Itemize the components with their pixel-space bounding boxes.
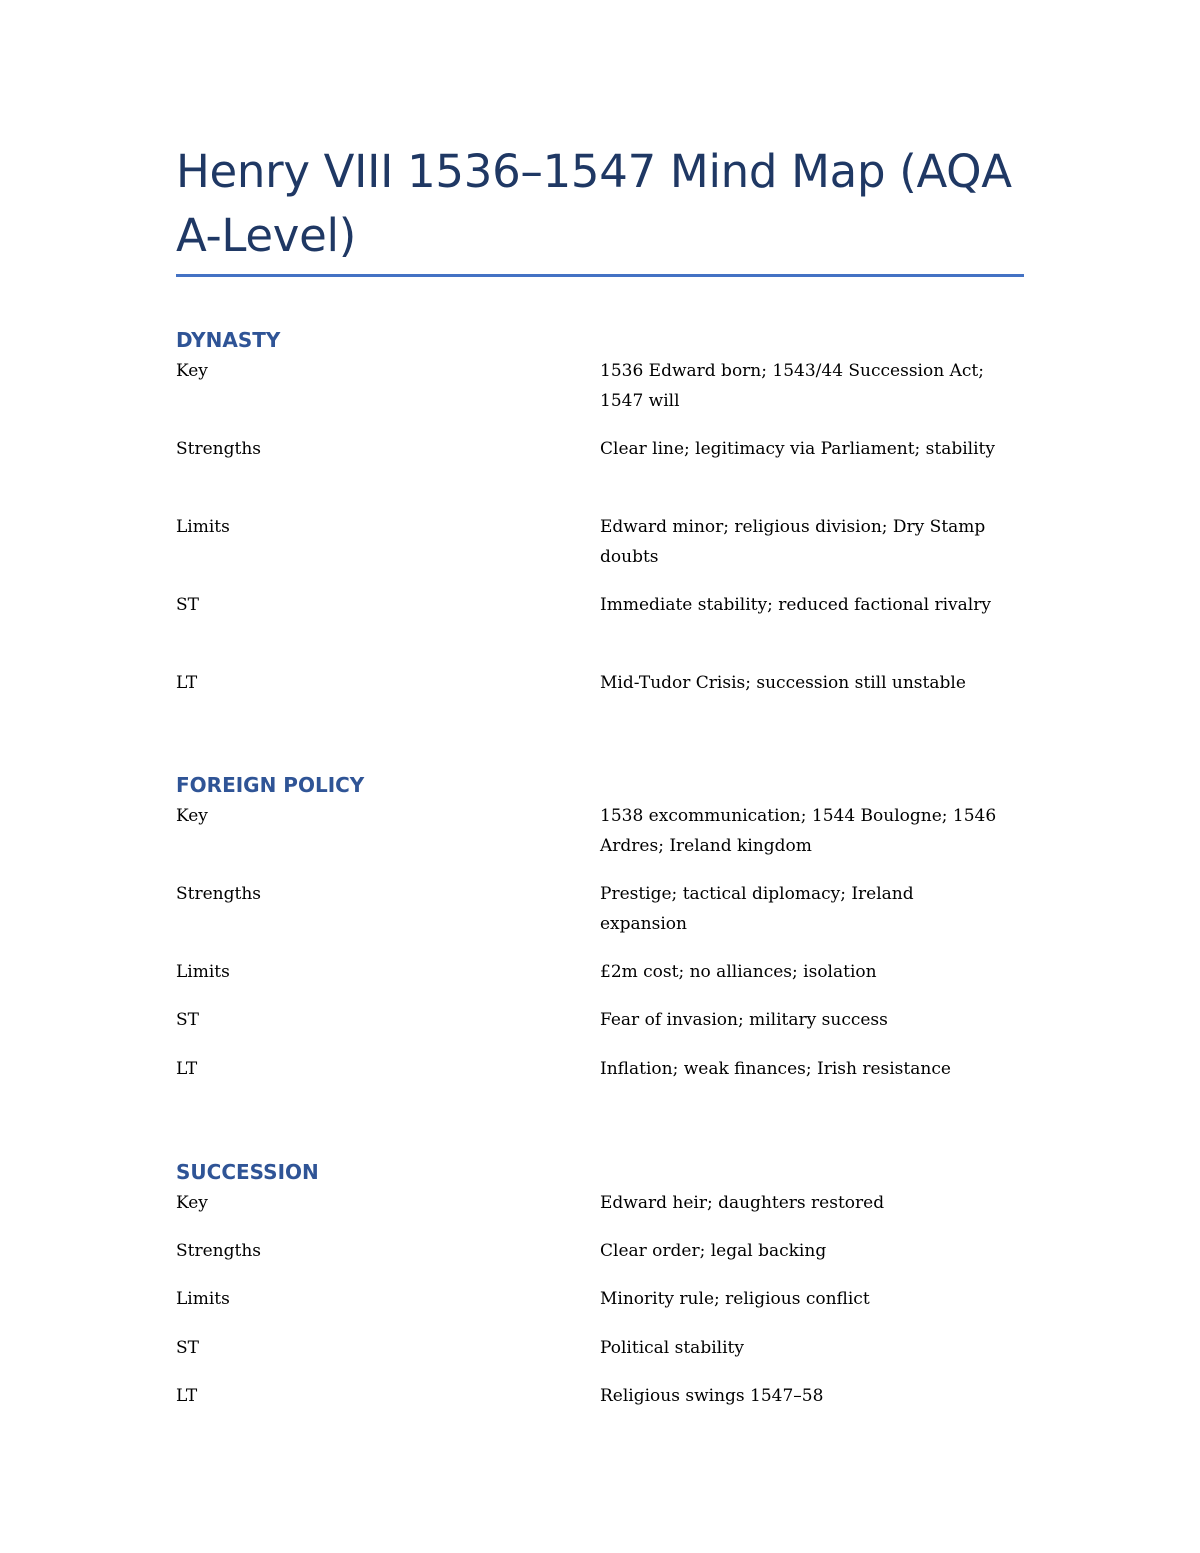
document-page xyxy=(176,140,1024,277)
table-row xyxy=(176,879,1024,957)
table-row xyxy=(176,512,1024,590)
row-label: LT xyxy=(176,1386,198,1406)
section-dynasty xyxy=(176,324,1024,716)
row-value: Prestige; tactical diplomacy; Ireland expansion xyxy=(600,884,914,934)
table-row xyxy=(176,1284,1024,1333)
row-value: 1536 Edward born; 1543/44 Succession Act; 1547 will xyxy=(600,361,984,411)
section-heading: FOREIGN POLICY xyxy=(176,773,365,797)
section-heading: DYNASTY xyxy=(176,328,281,352)
table-row xyxy=(176,356,1024,434)
row-label: Strengths xyxy=(176,1241,261,1261)
table-row xyxy=(176,434,1024,512)
row-label: Limits xyxy=(176,962,230,982)
table-row xyxy=(176,1381,1024,1429)
table-row xyxy=(176,1236,1024,1284)
title-underline xyxy=(176,274,1024,277)
row-label: Key xyxy=(176,1193,208,1213)
page-title: Henry VIII 1536–1547 Mind Map (AQA A-Level) xyxy=(176,145,1012,262)
section-succession xyxy=(176,1156,1024,1429)
row-label: LT xyxy=(176,1059,198,1079)
row-value: Edward minor; religious division; Dry Stamp doubts xyxy=(600,517,986,567)
table-row xyxy=(176,801,1024,879)
row-value: Political stability xyxy=(600,1338,744,1358)
table-row xyxy=(176,1054,1024,1102)
row-value: Inflation; weak finances; Irish resistance xyxy=(600,1059,951,1079)
table-row xyxy=(176,957,1024,1005)
table-row xyxy=(176,668,1024,716)
row-label: Strengths xyxy=(176,439,261,459)
row-label: ST xyxy=(176,1338,199,1358)
row-label: ST xyxy=(176,595,199,615)
row-value: Immediate stability; reduced factional rivalry xyxy=(600,595,991,615)
row-label: Key xyxy=(176,806,208,826)
row-value: Fear of invasion; military success xyxy=(600,1010,888,1030)
row-value: £2m cost; no alliances; isolation xyxy=(600,962,877,982)
row-value: Mid-Tudor Crisis; succession still unstable xyxy=(600,673,966,693)
table-row xyxy=(176,1005,1024,1054)
row-label: ST xyxy=(176,1010,199,1030)
table-row xyxy=(176,590,1024,668)
row-value: Religious swings 1547–58 xyxy=(600,1386,824,1406)
row-value: Edward heir; daughters restored xyxy=(600,1193,885,1213)
table-row xyxy=(176,1333,1024,1381)
row-value: Clear line; legitimacy via Parliament; stability xyxy=(600,439,995,459)
section-heading: SUCCESSION xyxy=(176,1160,319,1184)
row-value: Clear order; legal backing xyxy=(600,1241,827,1261)
row-label: LT xyxy=(176,673,198,693)
section-foreign-policy xyxy=(176,769,1024,1102)
row-label: Limits xyxy=(176,517,230,537)
table-row xyxy=(176,1188,1024,1236)
row-label: Key xyxy=(176,361,208,381)
row-value: 1538 excommunication; 1544 Boulogne; 1546 Ardres; Ireland kingdom xyxy=(600,806,997,856)
row-label: Strengths xyxy=(176,884,261,904)
row-label: Limits xyxy=(176,1289,230,1309)
row-value: Minority rule; religious conflict xyxy=(600,1289,870,1309)
